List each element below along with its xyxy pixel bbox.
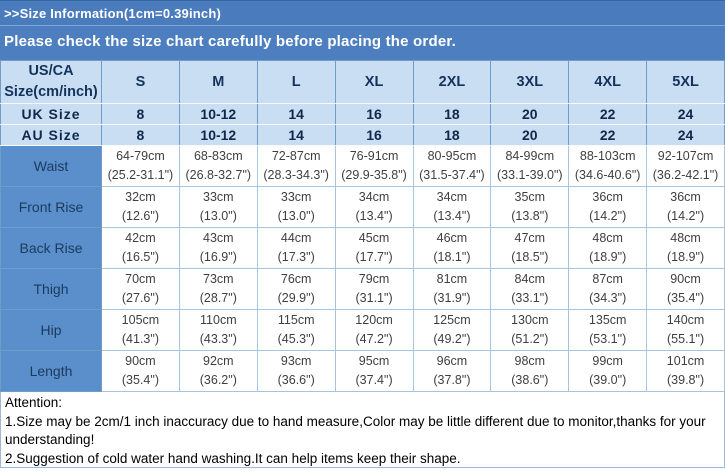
measurement-cell xyxy=(491,351,569,392)
measurement-cell xyxy=(647,146,725,187)
measurement-cell xyxy=(257,146,335,187)
banner-title: >>Size Information(1cm=0.39inch) xyxy=(0,0,725,26)
measurement-inch: (27.6") xyxy=(121,291,159,306)
measurement-row xyxy=(1,146,725,187)
size-column-header: 4XL xyxy=(569,61,647,104)
attention-note-2: 2.Suggestion of cold water hand washing.It can help items keep their shape. xyxy=(5,450,461,466)
measurement-cell xyxy=(491,310,569,351)
measurement-inch: (51.2") xyxy=(511,332,549,347)
measurement-cell xyxy=(413,351,491,392)
measurement-cell xyxy=(102,310,180,351)
measurement-inch: (37.4") xyxy=(355,373,393,388)
measurement-cell xyxy=(179,187,257,228)
size-header-row xyxy=(1,61,725,104)
measurement-inch: (25.2-31.1") xyxy=(107,168,174,183)
measurement-inch: (35.4") xyxy=(121,373,159,388)
measurement-label: Thigh xyxy=(1,269,102,310)
measurement-cell xyxy=(335,351,413,392)
measurement-cm: 96cm xyxy=(436,354,468,369)
measurement-inch: (18.9") xyxy=(589,250,627,265)
corner-header-line1: US/CA xyxy=(28,63,74,79)
measurement-inch: (41.3") xyxy=(121,332,159,347)
size-column-header: M xyxy=(179,61,257,104)
measurement-inch: (13.8") xyxy=(511,209,549,224)
measurement-inch: (36.2-42.1") xyxy=(652,168,719,183)
measurement-cm: 76cm xyxy=(280,272,312,287)
measurement-cm: 42cm xyxy=(125,231,156,246)
measurement-inch: (13.0") xyxy=(199,209,237,224)
measurement-cm: 93cm xyxy=(280,354,312,369)
measurement-inch: (13.4") xyxy=(433,209,471,224)
measurement-inch: (34.3") xyxy=(589,291,627,306)
corner-header xyxy=(1,61,102,104)
measurement-cm: 120cm xyxy=(355,313,393,328)
measurement-cm: 47cm xyxy=(514,231,546,246)
size-column-header: L xyxy=(257,61,335,104)
measurement-inch: (34.6-40.6") xyxy=(574,168,641,183)
measurement-inch: (18.1") xyxy=(433,250,471,265)
measurement-inch: (26.8-32.7") xyxy=(185,168,252,183)
measurement-cm: 64-79cm xyxy=(116,149,165,164)
size-value-cell: 20 xyxy=(491,125,569,146)
measurement-cell xyxy=(569,146,647,187)
measurement-cm: 32cm xyxy=(125,190,156,205)
measurement-inch: (14.2") xyxy=(589,209,627,224)
measurement-cm: 84-99cm xyxy=(505,149,555,164)
size-value-cell: 22 xyxy=(569,125,647,146)
measurement-row xyxy=(1,269,725,310)
measurement-cm: 84cm xyxy=(514,272,546,287)
measurement-cell xyxy=(647,310,725,351)
measurement-row xyxy=(1,187,725,228)
size-column-header: 2XL xyxy=(413,61,491,104)
measurement-inch: (31.5-37.4") xyxy=(419,168,485,183)
banner xyxy=(0,0,725,60)
measurement-cell xyxy=(491,187,569,228)
measurement-cell xyxy=(257,187,335,228)
measurement-inch: (31.9") xyxy=(433,291,471,306)
measurement-cell xyxy=(569,228,647,269)
measurement-row xyxy=(1,310,725,351)
measurement-cell xyxy=(413,228,491,269)
measurement-cm: 72-87cm xyxy=(271,149,321,164)
measurement-cm: 110cm xyxy=(200,313,237,328)
measurement-cell xyxy=(413,310,491,351)
size-row-label: AU Size xyxy=(1,125,102,146)
measurement-label: Hip xyxy=(1,310,102,351)
measurement-cm: 73cm xyxy=(203,272,234,287)
measurement-inch: (28.7") xyxy=(199,291,237,306)
size-column-header: 5XL xyxy=(647,61,725,104)
measurement-label: Waist xyxy=(1,146,102,187)
measurement-cm: 88-103cm xyxy=(579,149,636,164)
measurement-cell xyxy=(569,269,647,310)
measurement-cell xyxy=(647,228,725,269)
measurement-inch: (36.6") xyxy=(277,373,315,388)
measurement-cm: 98cm xyxy=(514,354,546,369)
measurement-inch: (16.5") xyxy=(121,250,159,265)
size-value-cell: 8 xyxy=(102,104,180,125)
measurement-cell xyxy=(102,187,180,228)
measurement-cell xyxy=(413,269,491,310)
measurement-cm: 80-95cm xyxy=(427,149,477,164)
measurement-inch: (39.8") xyxy=(667,373,705,388)
measurement-inch: (53.1") xyxy=(589,332,627,347)
measurement-inch: (43.3") xyxy=(199,332,237,347)
measurement-inch: (12.6") xyxy=(121,209,159,224)
measurement-inch: (37.8") xyxy=(433,373,471,388)
size-value-cell: 10-12 xyxy=(179,125,257,146)
measurement-cell xyxy=(491,228,569,269)
measurement-cm: 48cm xyxy=(670,231,701,246)
measurement-cm: 92cm xyxy=(203,354,234,369)
size-value-cell: 14 xyxy=(257,125,335,146)
measurement-inch: (18.9") xyxy=(667,250,705,265)
measurement-cm: 43cm xyxy=(203,231,234,246)
size-value-cell: 8 xyxy=(102,125,180,146)
measurement-cell xyxy=(102,351,180,392)
size-row-label: UK Size xyxy=(1,104,102,125)
size-row xyxy=(1,125,725,146)
measurement-cell xyxy=(569,187,647,228)
measurement-cell xyxy=(647,187,725,228)
measurement-cm: 36cm xyxy=(592,190,623,205)
measurement-row xyxy=(1,228,725,269)
attention-title: Attention: xyxy=(5,395,63,411)
measurement-cell xyxy=(257,351,335,392)
measurement-cm: 35cm xyxy=(514,190,546,205)
measurement-cm: 33cm xyxy=(280,190,312,205)
measurement-cm: 140cm xyxy=(666,313,705,328)
size-value-cell: 14 xyxy=(257,104,335,125)
size-value-cell: 10-12 xyxy=(179,104,257,125)
measurement-inch: (17.7") xyxy=(355,250,393,265)
measurement-inch: (47.2") xyxy=(355,332,393,347)
measurement-cm: 115cm xyxy=(277,313,315,328)
measurement-inch: (29.9") xyxy=(277,291,315,306)
measurement-label: Front Rise xyxy=(1,187,102,228)
measurement-cm: 90cm xyxy=(125,354,156,369)
size-column-header: XL xyxy=(335,61,413,104)
measurement-inch: (39.0") xyxy=(589,373,627,388)
measurement-inch: (33.1") xyxy=(511,291,549,306)
measurement-cell xyxy=(569,351,647,392)
measurement-inch: (29.9-35.8") xyxy=(341,168,407,183)
measurement-row xyxy=(1,351,725,392)
measurement-inch: (13.4") xyxy=(355,209,393,224)
measurement-cell xyxy=(257,228,335,269)
size-value-cell: 16 xyxy=(335,125,413,146)
measurement-cm: 48cm xyxy=(592,231,623,246)
measurement-inch: (31.1") xyxy=(355,291,393,306)
measurement-cm: 92-107cm xyxy=(657,149,714,164)
measurement-inch: (33.1-39.0") xyxy=(497,168,563,183)
measurement-cell xyxy=(491,146,569,187)
measurement-inch: (45.3") xyxy=(277,332,315,347)
measurement-cell xyxy=(647,269,725,310)
size-value-cell: 18 xyxy=(413,104,491,125)
measurement-label: Back Rise xyxy=(1,228,102,269)
size-row xyxy=(1,104,725,125)
size-value-cell: 24 xyxy=(647,125,725,146)
measurement-cell xyxy=(335,187,413,228)
measurement-cm: 70cm xyxy=(125,272,156,287)
measurement-cm: 130cm xyxy=(511,313,549,328)
measurement-cell xyxy=(102,228,180,269)
corner-header-line2: Size(cm/inch) xyxy=(4,84,98,101)
measurement-cell xyxy=(491,269,569,310)
measurement-cell xyxy=(335,228,413,269)
measurement-inch: (17.3") xyxy=(277,250,315,265)
measurement-inch: (49.2") xyxy=(433,332,471,347)
measurement-cell xyxy=(179,310,257,351)
measurement-cell xyxy=(102,146,180,187)
measurement-cm: 125cm xyxy=(433,313,471,328)
measurement-cell xyxy=(569,310,647,351)
measurement-inch: (16.9") xyxy=(199,250,237,265)
size-value-cell: 22 xyxy=(569,104,647,125)
measurement-cm: 34cm xyxy=(436,190,468,205)
measurement-cell xyxy=(413,146,491,187)
measurement-cm: 46cm xyxy=(436,231,468,246)
measurement-cm: 135cm xyxy=(588,313,627,328)
measurement-cell xyxy=(647,351,725,392)
size-column-header: S xyxy=(102,61,180,104)
measurement-inch: (13.0") xyxy=(277,209,315,224)
banner-subtitle: Please check the size chart carefully before placing the order. xyxy=(4,33,456,50)
measurement-cell xyxy=(179,146,257,187)
measurement-inch: (28.3-34.3") xyxy=(263,168,329,183)
measurement-cell xyxy=(335,146,413,187)
size-value-cell: 16 xyxy=(335,104,413,125)
measurement-cm: 105cm xyxy=(121,313,160,328)
measurement-inch: (35.4") xyxy=(667,291,705,306)
size-chart-table xyxy=(0,60,725,392)
measurement-cell xyxy=(257,269,335,310)
measurement-cm: 79cm xyxy=(358,272,390,287)
measurement-cell xyxy=(179,228,257,269)
measurement-cell xyxy=(179,269,257,310)
measurement-cm: 76-91cm xyxy=(349,149,399,164)
measurement-inch: (36.2") xyxy=(199,373,237,388)
measurement-cm: 81cm xyxy=(436,272,468,287)
measurement-cm: 99cm xyxy=(592,354,623,369)
measurement-cell xyxy=(257,310,335,351)
measurement-inch: (18.5") xyxy=(511,250,549,265)
measurement-cm: 33cm xyxy=(203,190,234,205)
size-value-cell: 20 xyxy=(491,104,569,125)
attention-note-1: 1.Size may be 2cm/1 inch inaccuracy due to hand measure,Color may be little different due to monitor,thanks for your understanding! xyxy=(5,413,706,448)
measurement-inch: (14.2") xyxy=(667,209,705,224)
measurement-cell xyxy=(179,351,257,392)
measurement-cm: 44cm xyxy=(280,231,312,246)
measurement-cm: 68-83cm xyxy=(193,149,243,164)
measurement-cm: 36cm xyxy=(670,190,701,205)
measurement-cell xyxy=(413,187,491,228)
measurement-cm: 87cm xyxy=(592,272,623,287)
measurement-cm: 101cm xyxy=(666,354,705,369)
measurement-cm: 90cm xyxy=(670,272,701,287)
measurement-cell xyxy=(102,269,180,310)
measurement-cm: 34cm xyxy=(358,190,390,205)
measurement-cm: 45cm xyxy=(358,231,390,246)
size-column-header: 3XL xyxy=(491,61,569,104)
measurement-inch: (55.1") xyxy=(667,332,705,347)
size-value-cell: 18 xyxy=(413,125,491,146)
size-value-cell: 24 xyxy=(647,104,725,125)
measurement-cell xyxy=(335,310,413,351)
attention-section xyxy=(0,392,725,468)
measurement-inch: (38.6") xyxy=(511,373,549,388)
measurement-cell xyxy=(335,269,413,310)
measurement-cm: 95cm xyxy=(358,354,390,369)
measurement-label: Length xyxy=(1,351,102,392)
